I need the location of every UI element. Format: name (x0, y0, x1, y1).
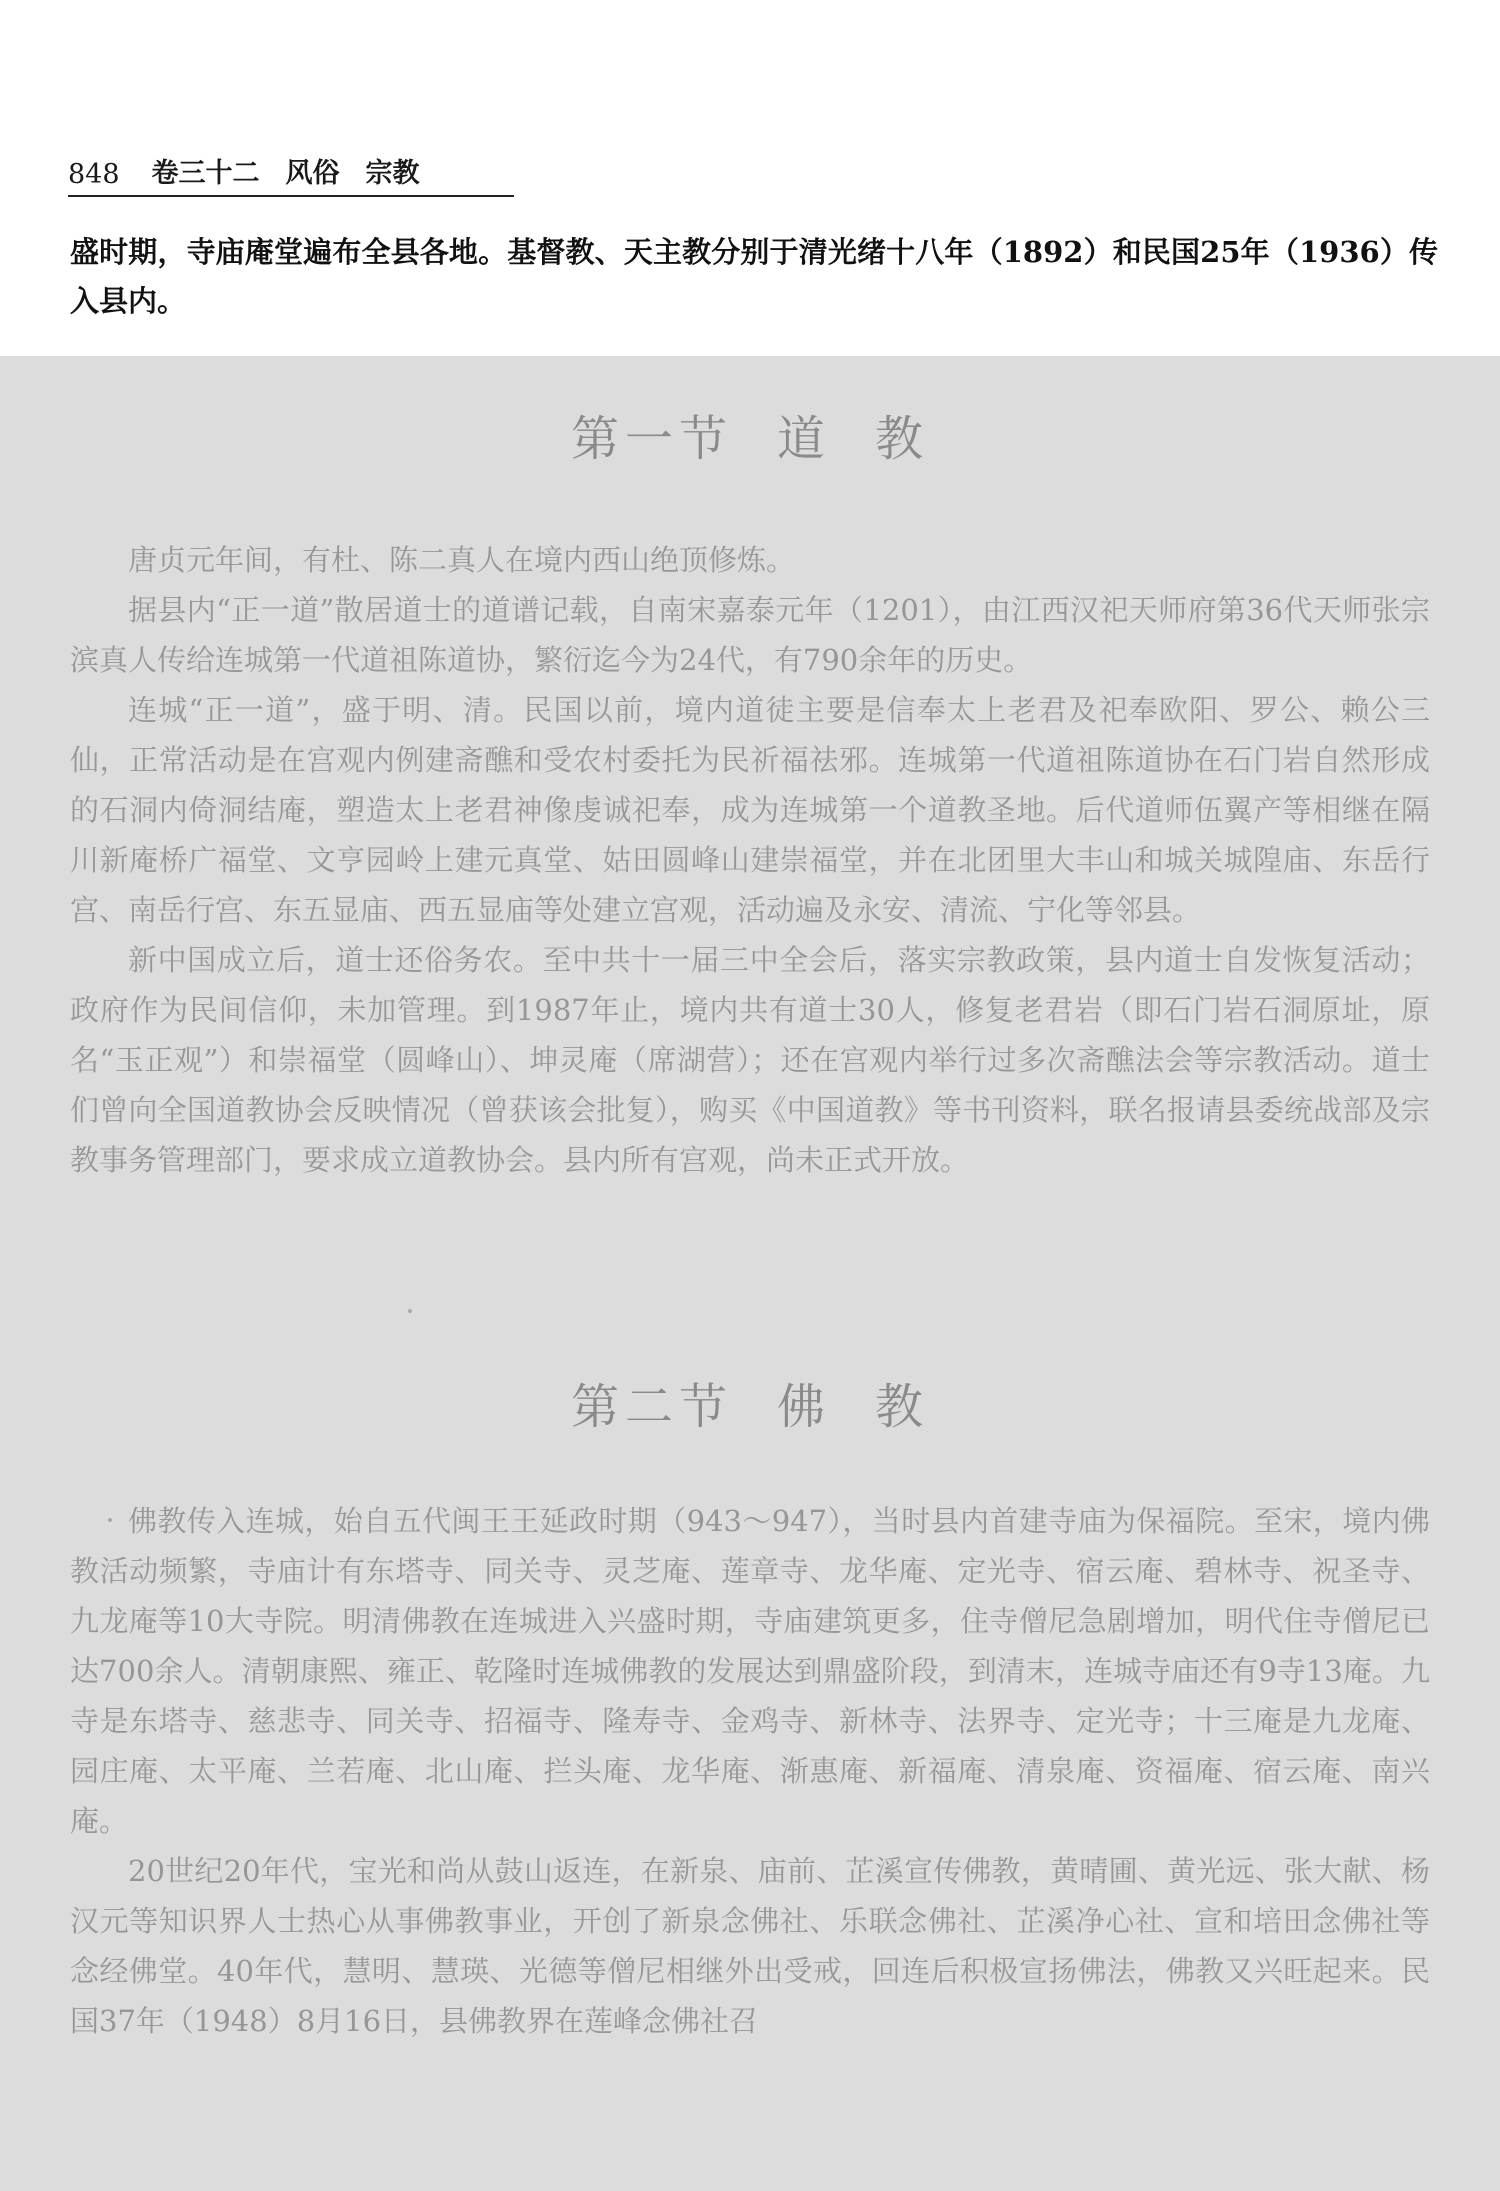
chapter-label: 风俗 (285, 158, 340, 189)
section-label: 宗教 (365, 158, 420, 189)
section-title-char: 佛 (776, 1379, 831, 1435)
section-number: 第一节 (570, 411, 733, 467)
section-number: 第二节 (570, 1379, 733, 1435)
paragraph: 佛教传入连城，始自五代闽王王延政时期（943～947），当时县内首建寺庙为保福院。至宋，境内佛教活动频繁，寺庙计有东塔寺、同关寺、灵芝庵、莲章寺、龙华庵、定光寺、宿云庵、碧林寺、祝圣寺、九龙庵等10大寺院。明清佛教在连城进入兴盛时期，寺庙建筑更多，住寺僧尼急剧增加，明代住寺僧尼已达700余人。清朝康熙、雍正、乾隆时连城佛教的发展达到鼎盛阶段，到清末，连城寺庙还有9寺13庵。九寺是东塔寺、慈悲寺、同关寺、招福寺、隆寿寺、金鸡寺、新林寺、法界寺、定光寺；十三庵是九龙庵、园庄庵、太平庵、兰若庵、北山庵、拦头庵、龙华庵、渐惠庵、新福庵、清泉庵、资福庵、宿云庵、南兴庵。 (70, 1504, 1430, 1838)
section-title-char: 教 (875, 411, 930, 467)
page-number: 848 (68, 159, 120, 190)
section-title-taoism (0, 400, 1500, 469)
section-title-char: 道 (776, 411, 831, 467)
scan-speck (408, 1309, 412, 1313)
section-body-taoism (70, 535, 1430, 1185)
section-title-char: 教 (875, 1379, 930, 1435)
running-header (68, 148, 508, 190)
paragraph: 唐贞元年间，有杜、陈二真人在境内西山绝顶修炼。 (128, 543, 796, 577)
section-title-buddhism (0, 1368, 1500, 1437)
page-top-area (0, 0, 1500, 356)
paragraph: 连城“正一道”，盛于明、清。民国以前，境内道徒主要是信奉太上老君及祀奉欧阳、罗公、赖公三仙，正常活动是在宫观内例建斋醮和受农村委托为民祈福祛邪。连城第一代道祖陈道协在石门岩自然形成的石洞内倚洞结庵，塑造太上老君神像虔诚祀奉，成为连城第一个道教圣地。后代道师伍翼产等相继在隔川新庵桥广福堂、文亨园岭上建元真堂、姑田圆峰山建崇福堂，并在北团里大丰山和城关城隍庙、东岳行宫、南岳行宫、东五显庙、西五显庙等处建立宫观，活动遍及永安、清流、宁化等邻县。 (70, 693, 1430, 927)
section-body-buddhism (70, 1496, 1430, 2046)
intro-paragraph: 盛时期，寺庙庵堂遍布全县各地。基督教、天主教分别于清光绪十八年（1892）和民国25年（1936）传入县内。 (70, 235, 1438, 318)
volume-label: 卷三十二 (151, 158, 260, 189)
paragraph: 20世纪20年代，宝光和尚从鼓山返连，在新泉、庙前、芷溪宣传佛教，黄晴圃、黄光远、张大献、杨汉元等知识界人士热心从事佛教事业，开创了新泉念佛社、乐联念佛社、芷溪净心社、宣和培田念佛社等念经佛堂。40年代，慧明、慧瑛、光德等僧尼相继外出受戒，回连后积极宣扬佛法，佛教又兴旺起来。民国37年（1948）8月16日，县佛教界在莲峰念佛社召 (70, 1854, 1430, 2038)
paragraph: 据县内“正一道”散居道士的道谱记载，自南宋嘉泰元年（1201），由江西汉祀天师府第36代天师张宗滨真人传给连城第一代道祖陈道协，繁衍迄今为24代，有790余年的历史。 (70, 593, 1430, 677)
paragraph: 新中国成立后，道士还俗务农。至中共十一届三中全会后，落实宗教政策，县内道士自发恢复活动；政府作为民间信仰，未加管理。到1987年止，境内共有道士30人，修复老君岩（即石门岩石洞原址，原名“玉正观”）和崇福堂（圆峰山）、坤灵庵（席湖营）；还在宫观内举行过多次斋醮法会等宗教活动。道士们曾向全国道教协会反映情况（曾获该会批复），购买《中国道教》等书刊资料，联名报请县委统战部及宗教事务管理部门，要求成立道教协会。县内所有宫观，尚未正式开放。 (70, 943, 1430, 1177)
header-rule (68, 195, 514, 197)
